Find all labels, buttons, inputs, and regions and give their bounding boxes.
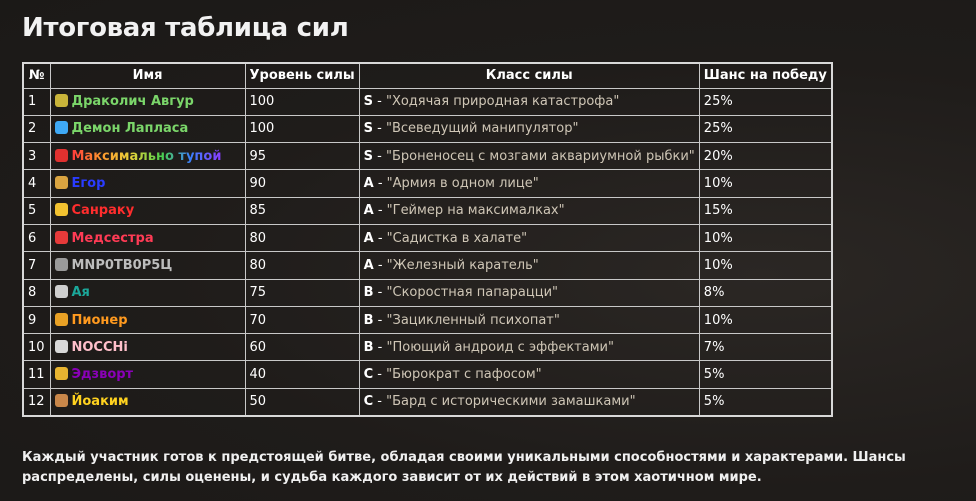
row-separator: - (373, 285, 387, 301)
row-class-cell (359, 224, 699, 251)
page-title: Итоговая таблица сил (22, 13, 349, 43)
table-row (23, 170, 832, 197)
power-table (22, 62, 833, 417)
row-separator: - (373, 94, 386, 110)
table-header-row (23, 63, 832, 88)
row-tier: A (363, 203, 374, 219)
table-row (23, 197, 832, 224)
row-name-cell (50, 170, 245, 197)
header-num: № (23, 63, 50, 88)
row-class-cell (359, 197, 699, 224)
header-name: Имя (50, 63, 245, 88)
row-name: MNP0TB0P5Ц (71, 257, 173, 273)
row-name-cell (50, 224, 245, 251)
row-chance: 8% (699, 279, 832, 306)
row-class-cell (359, 143, 699, 170)
row-num: 1 (23, 88, 50, 115)
row-tier: B (363, 312, 374, 328)
row-num: 6 (23, 224, 50, 251)
row-name: NOCCHi (71, 339, 128, 355)
row-chance: 10% (699, 252, 832, 279)
row-separator: - (373, 230, 387, 246)
row-class-cell (359, 88, 699, 115)
row-class-desc: "Броненосец с мозгами аквариумной рыбки" (385, 148, 695, 164)
row-class-desc: "Бюрократ с пафосом" (386, 367, 542, 383)
row-tier: A (363, 257, 374, 273)
row-class-desc: "Зацикленный психопат" (386, 312, 560, 328)
row-level: 40 (245, 361, 359, 388)
header-win-chance: Шанс на победу (699, 63, 832, 88)
medal-icon (55, 313, 68, 326)
row-class-desc: "Ходячая природная катастрофа" (385, 94, 620, 110)
summary-text: Каждый участник готов к предстоящей битве, обладая своими уникальными способностями и характерами. Шансы распределены, силы оценены, и судьба каждого зависит от их действий в этом хаотичном мире. (22, 450, 906, 485)
row-chance: 25% (699, 115, 832, 142)
row-level: 60 (245, 334, 359, 361)
row-class-cell (359, 361, 699, 388)
row-class-desc: "Скоростная папарацци" (386, 285, 558, 301)
table-row (23, 252, 832, 279)
row-level: 90 (245, 170, 359, 197)
row-separator: - (373, 312, 387, 328)
row-chance: 5% (699, 361, 832, 388)
row-tier: C (363, 394, 374, 410)
row-tier: S (363, 148, 373, 164)
row-num: 2 (23, 115, 50, 142)
row-level: 75 (245, 279, 359, 306)
person-icon (55, 176, 68, 189)
dragon-icon (55, 94, 68, 107)
row-chance: 10% (699, 170, 832, 197)
row-chance: 20% (699, 143, 832, 170)
row-name-cell (50, 334, 245, 361)
table-row (23, 306, 832, 333)
row-class-cell (359, 115, 699, 142)
row-class-desc: "Поющий андроид с эффектами" (386, 339, 614, 355)
row-level: 80 (245, 252, 359, 279)
row-separator: - (373, 367, 387, 383)
row-name: Драколич Авгур (71, 94, 194, 110)
row-chance: 10% (699, 306, 832, 333)
row-name-cell (50, 306, 245, 333)
row-num: 10 (23, 334, 50, 361)
row-tier: C (363, 367, 374, 383)
row-chance: 15% (699, 197, 832, 224)
robot-icon (55, 258, 68, 271)
guitar-icon (55, 394, 68, 407)
row-class-desc: "Садистка в халате" (386, 230, 528, 246)
row-name: Йоаким (71, 394, 129, 410)
row-class-cell (359, 279, 699, 306)
table-row (23, 224, 832, 251)
row-name-cell (50, 197, 245, 224)
row-name-cell (50, 88, 245, 115)
row-class-desc: "Железный каратель" (386, 257, 539, 273)
row-name-cell (50, 115, 245, 142)
row-class-cell (359, 306, 699, 333)
row-num: 4 (23, 170, 50, 197)
row-level: 100 (245, 88, 359, 115)
row-separator: - (373, 339, 387, 355)
row-name: Медсестра (71, 230, 154, 246)
row-separator: - (373, 176, 387, 192)
row-name: Санраку (71, 203, 135, 219)
row-chance: 5% (699, 388, 832, 415)
row-separator: - (373, 148, 386, 164)
camera-icon (55, 285, 68, 298)
row-class-desc: "Геймер на максималках" (386, 203, 565, 219)
row-num: 11 (23, 361, 50, 388)
row-tier: S (363, 94, 373, 110)
row-separator: - (373, 121, 386, 137)
row-num: 9 (23, 306, 50, 333)
row-level: 100 (245, 115, 359, 142)
row-level: 85 (245, 197, 359, 224)
row-separator: - (373, 394, 387, 410)
row-name: Демон Лапласа (71, 121, 189, 137)
row-level: 95 (245, 143, 359, 170)
row-chance: 7% (699, 334, 832, 361)
row-tier: B (363, 285, 374, 301)
row-name: Егор (71, 176, 106, 192)
table-row (23, 388, 832, 415)
row-name: Пионер (71, 312, 128, 328)
row-name-cell (50, 388, 245, 415)
row-tier: A (363, 230, 374, 246)
row-num: 8 (23, 279, 50, 306)
table-row (23, 115, 832, 142)
row-separator: - (373, 203, 387, 219)
table-row (23, 143, 832, 170)
table-row (23, 361, 832, 388)
row-class-desc: "Бард с историческими замашками" (386, 394, 636, 410)
row-name-cell (50, 252, 245, 279)
row-level: 80 (245, 224, 359, 251)
table-row (23, 334, 832, 361)
table-row (23, 279, 832, 306)
table-row (23, 88, 832, 115)
row-chance: 10% (699, 224, 832, 251)
microphone-icon (55, 340, 68, 353)
row-num: 12 (23, 388, 50, 415)
row-class-cell (359, 170, 699, 197)
syringe-icon (55, 231, 68, 244)
row-class-desc: "Всеведущий манипулятор" (385, 121, 579, 137)
row-name: Максимально тупой (71, 148, 222, 164)
row-separator: - (373, 257, 387, 273)
row-tier: S (363, 121, 373, 137)
row-level: 50 (245, 388, 359, 415)
row-tier: A (363, 176, 374, 192)
header-power-level: Уровень силы (245, 63, 359, 88)
row-name-cell (50, 361, 245, 388)
row-num: 5 (23, 197, 50, 224)
row-name: Эдзворт (71, 367, 134, 383)
header-power-class: Класс силы (359, 63, 699, 88)
masks-icon (55, 203, 68, 216)
boxing-glove-icon (55, 149, 68, 162)
row-class-desc: "Армия в одном лице" (386, 176, 539, 192)
row-num: 3 (23, 143, 50, 170)
row-name: Ая (71, 285, 90, 301)
row-level: 70 (245, 306, 359, 333)
orb-icon (55, 121, 68, 134)
row-class-cell (359, 252, 699, 279)
scales-icon (55, 367, 68, 380)
row-tier: B (363, 339, 374, 355)
row-name-cell (50, 279, 245, 306)
row-class-cell (359, 334, 699, 361)
row-chance: 25% (699, 88, 832, 115)
row-name-cell (50, 143, 245, 170)
row-class-cell (359, 388, 699, 415)
row-num: 7 (23, 252, 50, 279)
